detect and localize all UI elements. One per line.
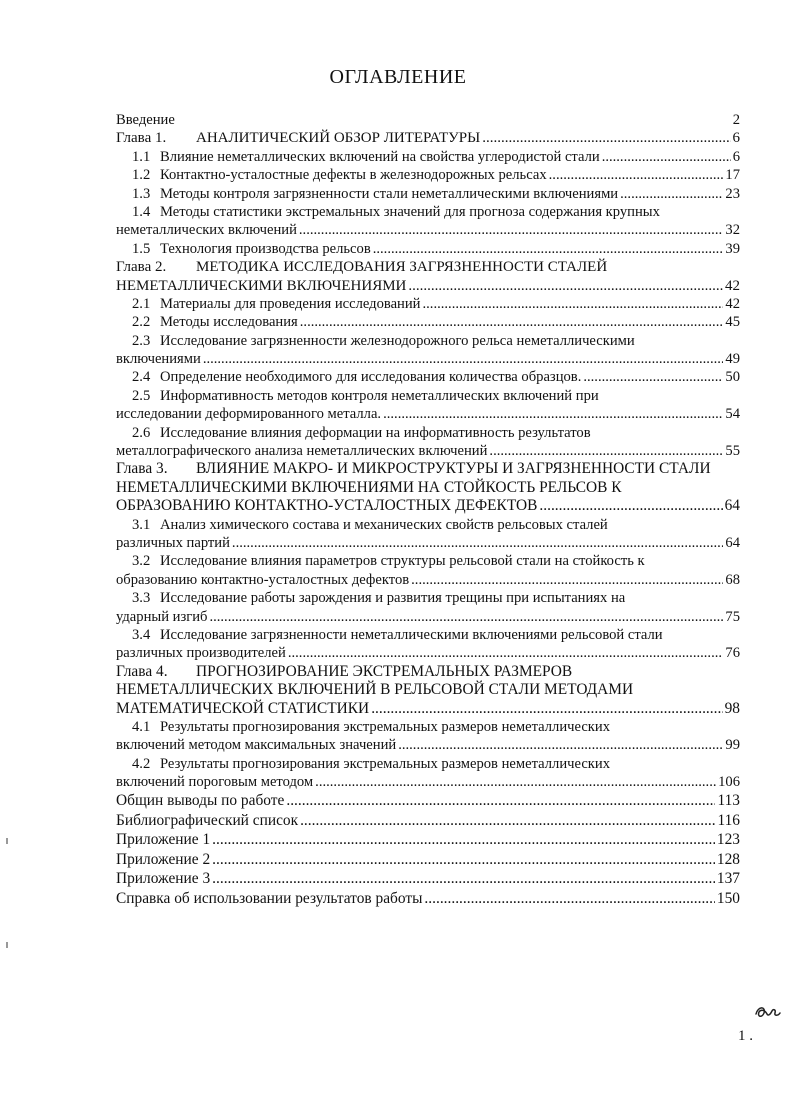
chapter-title-continued: НЕМЕТАЛЛИЧЕСКИМИ ВКЛЮЧЕНИЯМИ НА СТОЙКОСТЬ РЕЛЬСОВ К [116,478,622,496]
chapter-title: ВЛИЯНИЕ МАКРО- И МИКРОСТРУКТУРЫ И ЗАГРЯЗНЕННОСТИ СТАЛИ [196,460,711,478]
page-number: 1 . [738,1028,753,1044]
handwritten-initials [752,1000,782,1022]
section-number: 3.3 [132,590,151,607]
toc-page: 42 [725,295,740,312]
section-title: Анализ химического состава и механических свойств рельсовых сталей [160,516,608,533]
toc-section-4-2 [116,755,740,792]
toc-page: 6 [732,130,740,147]
section-title-continued: различных партий [116,534,230,551]
scan-mark [6,838,8,844]
toc-chapter-3 [116,460,740,515]
section-title: Методы исследования [160,314,298,331]
toc-section-1-1 [116,148,740,166]
section-title: Определение необходимого для исследования количества образцов. [160,369,582,386]
toc-entry-reference [116,889,740,909]
toc-section-2-6 [116,424,740,461]
toc-page: 98 [724,699,740,717]
section-number: 1.5 [132,240,151,257]
toc-entry-intro [116,111,740,129]
toc-page: 99 [725,737,740,754]
toc-section-4-1 [116,718,740,755]
toc-page: 42 [725,277,740,294]
section-number: 3.1 [132,516,151,533]
chapter-number: Глава 4. [116,662,168,680]
toc-page: 55 [725,443,740,460]
toc-page: 17 [725,167,740,184]
toc-entry-appendix-1 [116,830,740,850]
chapter-number: Глава 3. [116,460,168,478]
toc-label: Приложение 3 [116,870,211,888]
toc-page: 2 [732,112,740,128]
chapter-title: МЕТОДИКА ИССЛЕДОВАНИЯ ЗАГРЯЗНЕННОСТИ СТАЛЕЙ [196,259,608,276]
toc-chapter-2 [116,258,740,295]
toc-page: 32 [725,222,740,239]
section-title-continued: образованию контактно-усталостных дефектов [116,571,410,588]
toc-section-1-2 [116,166,740,184]
page-title: ОГЛАВЛЕНИЕ [329,66,467,88]
section-title: Исследование работы зарождения и развития трещины при испытаниях на [160,590,626,607]
toc-page: 23 [725,185,740,202]
section-title-continued: неметаллических включений [116,222,297,239]
toc-section-3-2 [116,552,740,589]
section-title: Исследование загрязненности неметаллическими включениями рельсовой стали [160,626,663,643]
scan-mark [6,942,8,948]
chapter-title-continued: НЕМЕТАЛЛИЧЕСКИХ ВКЛЮЧЕНИЙ В РЕЛЬСОВОЙ СТАЛИ МЕТОДАМИ [116,681,634,699]
toc-page: 49 [725,351,740,368]
toc-section-3-1 [116,516,740,553]
toc-page: 123 [716,831,740,849]
toc-page: 68 [725,571,740,588]
toc-section-3-4 [116,626,740,663]
chapter-title-continued: НЕМЕТАЛЛИЧЕСКИМИ ВКЛЮЧЕНИЯМИ [116,277,407,294]
toc-section-2-2 [116,313,740,331]
toc-chapter-4 [116,663,740,718]
section-title: Методы контроля загрязненности стали неметаллическими включениями [160,185,619,202]
section-number: 4.1 [132,718,151,735]
toc-page: 75 [725,608,740,625]
toc-entry-conclusions [116,791,740,811]
section-title: Методы статистики экстремальных значений для прогноза содержания крупных [160,203,660,220]
toc-page: 113 [717,792,740,810]
section-number: 2.5 [132,387,151,404]
toc-entry-appendix-2 [116,850,740,870]
section-title-continued: исследовании деформированного металла. [116,406,382,423]
section-title-continued: различных производителей [116,645,286,662]
toc-label: Приложение 2 [116,850,211,868]
section-title: Материалы для проведения исследований [160,295,421,312]
section-title: Влияние неметаллических включений на свойства углеродистой стали [160,148,600,165]
section-title-continued: включений пороговым методом [116,774,314,791]
toc-page: 128 [716,850,740,868]
toc-page: 76 [725,645,740,662]
table-of-contents [116,111,740,908]
section-title: Контактно-усталостные дефекты в железнодорожных рельсах [160,167,547,184]
toc-page: 50 [725,369,740,386]
chapter-title-continued: МАТЕМАТИЧЕСКОЙ СТАТИСТИКИ [116,699,370,717]
toc-section-2-5 [116,387,740,424]
section-number: 2.3 [132,332,151,349]
section-number: 2.1 [132,295,151,312]
section-title: Результаты прогнозирования экстремальных размеров неметаллических [160,718,610,735]
section-title: Технология производства рельсов [160,240,371,257]
toc-label: Введение [116,112,175,128]
toc-page: 6 [732,148,740,165]
toc-page: 106 [718,774,740,791]
toc-label: Справка об использовании результатов работы [116,889,423,907]
toc-label: Библиографический список [116,811,299,829]
toc-page: 116 [717,811,740,829]
chapter-number: Глава 2. [116,259,167,276]
chapter-title: ПРОГНОЗИРОВАНИЕ ЭКСТРЕМАЛЬНЫХ РАЗМЕРОВ [196,662,573,680]
section-title: Исследование загрязненности железнодорожного рельса неметаллическими [160,332,635,349]
toc-section-2-4 [116,368,740,386]
toc-section-1-4 [116,203,740,240]
toc-page: 64 [724,497,740,515]
toc-page: 64 [725,534,740,551]
section-number: 1.2 [132,167,151,184]
toc-section-3-3 [116,589,740,626]
section-title: Результаты прогнозирования экстремальных размеров неметаллических [160,755,610,772]
chapter-title: АНАЛИТИЧЕСКИЙ ОБЗОР ЛИТЕРАТУРЫ [196,130,481,147]
toc-entry-bibliography [116,811,740,831]
section-number: 1.3 [132,185,151,202]
section-title: Исследование влияния деформации на информативность результатов [160,424,591,441]
section-title: Исследование влияния параметров структуры рельсовой стали на стойкость к [160,553,645,570]
toc-chapter-1 [116,129,740,147]
toc-page: 137 [716,870,740,888]
toc-label: Приложение 1 [116,831,211,849]
section-number: 3.4 [132,626,151,643]
toc-section-2-1 [116,295,740,313]
toc-section-2-3 [116,332,740,369]
section-title-continued: металлографического анализа неметаллических включений [116,443,488,460]
toc-page: 54 [725,406,740,423]
toc-section-1-3 [116,185,740,203]
toc-page: 39 [725,240,740,257]
toc-label: Общин выводы по работе [116,792,285,810]
section-number: 1.4 [132,203,151,220]
section-title: Информативность методов контроля неметаллических включений при [160,387,599,404]
section-number: 2.6 [132,424,151,441]
toc-page: 150 [716,889,740,907]
toc-section-1-5 [116,240,740,258]
section-title-continued: включениями [116,351,201,368]
section-title-continued: ударный изгиб [116,608,208,625]
toc-entry-appendix-3 [116,869,740,889]
section-number: 3.2 [132,553,151,570]
chapter-number: Глава 1. [116,130,167,147]
section-number: 2.2 [132,314,151,331]
section-number: 2.4 [132,369,151,386]
section-title-continued: включений методом максимальных значений [116,737,397,754]
chapter-title-continued: ОБРАЗОВАНИЮ КОНТАКТНО-УСТАЛОСТНЫХ ДЕФЕКТОВ [116,497,538,515]
section-number: 4.2 [132,755,151,772]
section-number: 1.1 [132,148,151,165]
toc-page: 45 [725,314,740,331]
